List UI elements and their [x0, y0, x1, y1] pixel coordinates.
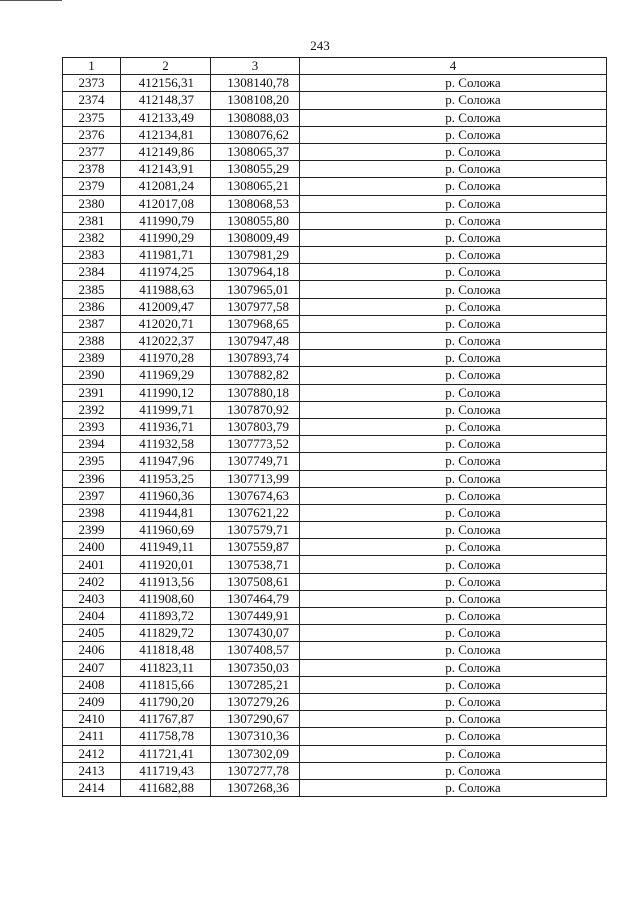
y-coordinate-cell: 1308140,78 — [211, 75, 300, 92]
description-cell: р. Соложа — [300, 625, 607, 642]
table-row — [63, 367, 607, 384]
point-number-cell: 2394 — [63, 436, 121, 453]
description-cell: р. Соложа — [300, 333, 607, 350]
y-coordinate-cell: 1307882,82 — [211, 367, 300, 384]
y-coordinate-cell: 1308068,53 — [211, 195, 300, 212]
table-row — [63, 779, 607, 796]
header-col-2: 2 — [121, 58, 211, 75]
x-coordinate-cell: 412133,49 — [121, 109, 211, 126]
table-row — [63, 75, 607, 92]
y-coordinate-cell: 1307870,92 — [211, 401, 300, 418]
description-cell: р. Соложа — [300, 195, 607, 212]
description-cell: р. Соложа — [300, 522, 607, 539]
description-cell: р. Соложа — [300, 745, 607, 762]
header-row — [63, 58, 607, 75]
description-cell: р. Соложа — [300, 539, 607, 556]
y-coordinate-cell: 1307621,22 — [211, 504, 300, 521]
point-number-cell: 2403 — [63, 590, 121, 607]
table-header — [63, 58, 607, 75]
table-row — [63, 143, 607, 160]
table-row — [63, 659, 607, 676]
description-cell: р. Соложа — [300, 418, 607, 435]
point-number-cell: 2385 — [63, 281, 121, 298]
point-number-cell: 2399 — [63, 522, 121, 539]
x-coordinate-cell: 412134,81 — [121, 126, 211, 143]
point-number-cell: 2381 — [63, 212, 121, 229]
x-coordinate-cell: 411893,72 — [121, 608, 211, 625]
description-cell: р. Соложа — [300, 487, 607, 504]
x-coordinate-cell: 411818,48 — [121, 642, 211, 659]
x-coordinate-cell: 411815,66 — [121, 676, 211, 693]
x-coordinate-cell: 411990,29 — [121, 229, 211, 246]
y-coordinate-cell: 1307408,57 — [211, 642, 300, 659]
point-number-cell: 2386 — [63, 298, 121, 315]
table-row — [63, 762, 607, 779]
x-coordinate-cell: 412156,31 — [121, 75, 211, 92]
table-row — [63, 298, 607, 315]
point-number-cell: 2383 — [63, 247, 121, 264]
point-number-cell: 2382 — [63, 229, 121, 246]
table-row — [63, 384, 607, 401]
point-number-cell: 2373 — [63, 75, 121, 92]
description-cell: р. Соложа — [300, 676, 607, 693]
point-number-cell: 2402 — [63, 573, 121, 590]
x-coordinate-cell: 411990,79 — [121, 212, 211, 229]
description-cell: р. Соложа — [300, 556, 607, 573]
point-number-cell: 2384 — [63, 264, 121, 281]
y-coordinate-cell: 1308065,37 — [211, 143, 300, 160]
y-coordinate-cell: 1307773,52 — [211, 436, 300, 453]
description-cell: р. Соложа — [300, 504, 607, 521]
y-coordinate-cell: 1307430,07 — [211, 625, 300, 642]
point-number-cell: 2404 — [63, 608, 121, 625]
point-number-cell: 2401 — [63, 556, 121, 573]
x-coordinate-cell: 411981,71 — [121, 247, 211, 264]
point-number-cell: 2374 — [63, 92, 121, 109]
description-cell: р. Соложа — [300, 281, 607, 298]
point-number-cell: 2414 — [63, 779, 121, 796]
point-number-cell: 2408 — [63, 676, 121, 693]
description-cell: р. Соложа — [300, 298, 607, 315]
description-cell: р. Соложа — [300, 92, 607, 109]
point-number-cell: 2378 — [63, 161, 121, 178]
table-row — [63, 315, 607, 332]
table-row — [63, 350, 607, 367]
x-coordinate-cell: 411767,87 — [121, 711, 211, 728]
x-coordinate-cell: 411913,56 — [121, 573, 211, 590]
description-cell: р. Соложа — [300, 350, 607, 367]
x-coordinate-cell: 411790,20 — [121, 693, 211, 710]
description-cell: р. Соложа — [300, 728, 607, 745]
coordinates-table — [62, 57, 607, 797]
y-coordinate-cell: 1307285,21 — [211, 676, 300, 693]
description-cell: р. Соложа — [300, 711, 607, 728]
y-coordinate-cell: 1307579,71 — [211, 522, 300, 539]
point-number-cell: 2391 — [63, 384, 121, 401]
x-coordinate-cell: 411823,11 — [121, 659, 211, 676]
table-row — [63, 161, 607, 178]
x-coordinate-cell: 411969,29 — [121, 367, 211, 384]
x-coordinate-cell: 411908,60 — [121, 590, 211, 607]
y-coordinate-cell: 1307803,79 — [211, 418, 300, 435]
y-coordinate-cell: 1307964,18 — [211, 264, 300, 281]
y-coordinate-cell: 1307268,36 — [211, 779, 300, 796]
point-number-cell: 2389 — [63, 350, 121, 367]
description-cell: р. Соложа — [300, 693, 607, 710]
table-row — [63, 745, 607, 762]
y-coordinate-cell: 1308076,62 — [211, 126, 300, 143]
table-row — [63, 693, 607, 710]
description-cell: р. Соложа — [300, 109, 607, 126]
table-row — [63, 195, 607, 212]
point-number-cell: 2400 — [63, 539, 121, 556]
y-coordinate-cell: 1307277,78 — [211, 762, 300, 779]
point-number-cell: 2376 — [63, 126, 121, 143]
table-row — [63, 487, 607, 504]
point-number-cell: 2392 — [63, 401, 121, 418]
x-coordinate-cell: 412081,24 — [121, 178, 211, 195]
x-coordinate-cell: 411721,41 — [121, 745, 211, 762]
table-row — [63, 229, 607, 246]
point-number-cell: 2395 — [63, 453, 121, 470]
description-cell: р. Соложа — [300, 779, 607, 796]
y-coordinate-cell: 1308055,29 — [211, 161, 300, 178]
description-cell: р. Соложа — [300, 608, 607, 625]
table-row — [63, 573, 607, 590]
point-number-cell: 2398 — [63, 504, 121, 521]
x-coordinate-cell: 411932,58 — [121, 436, 211, 453]
y-coordinate-cell: 1307559,87 — [211, 539, 300, 556]
point-number-cell: 2379 — [63, 178, 121, 195]
x-coordinate-cell: 412009,47 — [121, 298, 211, 315]
description-cell: р. Соложа — [300, 573, 607, 590]
point-number-cell: 2387 — [63, 315, 121, 332]
description-cell: р. Соложа — [300, 436, 607, 453]
y-coordinate-cell: 1307508,61 — [211, 573, 300, 590]
table-row — [63, 178, 607, 195]
table-row — [63, 264, 607, 281]
description-cell: р. Соложа — [300, 762, 607, 779]
description-cell: р. Соложа — [300, 264, 607, 281]
y-coordinate-cell: 1308065,21 — [211, 178, 300, 195]
y-coordinate-cell: 1307968,65 — [211, 315, 300, 332]
point-number-cell: 2396 — [63, 470, 121, 487]
y-coordinate-cell: 1307893,74 — [211, 350, 300, 367]
point-number-cell: 2413 — [63, 762, 121, 779]
y-coordinate-cell: 1307749,71 — [211, 453, 300, 470]
table-row — [63, 728, 607, 745]
x-coordinate-cell: 411949,11 — [121, 539, 211, 556]
y-coordinate-cell: 1307965,01 — [211, 281, 300, 298]
y-coordinate-cell: 1307449,91 — [211, 608, 300, 625]
point-number-cell: 2393 — [63, 418, 121, 435]
header-col-3: 3 — [211, 58, 300, 75]
description-cell: р. Соложа — [300, 384, 607, 401]
table-row — [63, 642, 607, 659]
point-number-cell: 2407 — [63, 659, 121, 676]
y-coordinate-cell: 1308009,49 — [211, 229, 300, 246]
y-coordinate-cell: 1307350,03 — [211, 659, 300, 676]
description-cell: р. Соложа — [300, 247, 607, 264]
x-coordinate-cell: 412143,91 — [121, 161, 211, 178]
table-body — [63, 75, 607, 797]
y-coordinate-cell: 1308108,20 — [211, 92, 300, 109]
point-number-cell: 2411 — [63, 728, 121, 745]
table-row — [63, 436, 607, 453]
point-number-cell: 2380 — [63, 195, 121, 212]
table-row — [63, 625, 607, 642]
x-coordinate-cell: 411974,25 — [121, 264, 211, 281]
table-row — [63, 281, 607, 298]
y-coordinate-cell: 1308088,03 — [211, 109, 300, 126]
y-coordinate-cell: 1307947,48 — [211, 333, 300, 350]
point-number-cell: 2375 — [63, 109, 121, 126]
table-row — [63, 247, 607, 264]
table-row — [63, 418, 607, 435]
table-row — [63, 126, 607, 143]
description-cell: р. Соложа — [300, 126, 607, 143]
table-row — [63, 539, 607, 556]
x-coordinate-cell: 412149,86 — [121, 143, 211, 160]
x-coordinate-cell: 411947,96 — [121, 453, 211, 470]
y-coordinate-cell: 1307713,99 — [211, 470, 300, 487]
table-row — [63, 711, 607, 728]
table-row — [63, 470, 607, 487]
table-row — [63, 212, 607, 229]
table-row — [63, 453, 607, 470]
point-number-cell: 2409 — [63, 693, 121, 710]
x-coordinate-cell: 412022,37 — [121, 333, 211, 350]
point-number-cell: 2406 — [63, 642, 121, 659]
point-number-cell: 2412 — [63, 745, 121, 762]
description-cell: р. Соложа — [300, 659, 607, 676]
y-coordinate-cell: 1307290,67 — [211, 711, 300, 728]
description-cell: р. Соложа — [300, 590, 607, 607]
point-number-cell: 2405 — [63, 625, 121, 642]
x-coordinate-cell: 412017,08 — [121, 195, 211, 212]
x-coordinate-cell: 411719,43 — [121, 762, 211, 779]
x-coordinate-cell: 411953,25 — [121, 470, 211, 487]
description-cell: р. Соложа — [300, 75, 607, 92]
x-coordinate-cell: 411944,81 — [121, 504, 211, 521]
description-cell: р. Соложа — [300, 161, 607, 178]
description-cell: р. Соложа — [300, 178, 607, 195]
x-coordinate-cell: 411960,69 — [121, 522, 211, 539]
point-number-cell: 2390 — [63, 367, 121, 384]
x-coordinate-cell: 411960,36 — [121, 487, 211, 504]
y-coordinate-cell: 1307981,29 — [211, 247, 300, 264]
x-coordinate-cell: 411829,72 — [121, 625, 211, 642]
table-row — [63, 556, 607, 573]
x-coordinate-cell: 411936,71 — [121, 418, 211, 435]
y-coordinate-cell: 1307464,79 — [211, 590, 300, 607]
header-col-1: 1 — [63, 58, 121, 75]
description-cell: р. Соложа — [300, 401, 607, 418]
x-coordinate-cell: 411988,63 — [121, 281, 211, 298]
description-cell: р. Соложа — [300, 642, 607, 659]
y-coordinate-cell: 1307279,26 — [211, 693, 300, 710]
x-coordinate-cell: 411999,71 — [121, 401, 211, 418]
x-coordinate-cell: 411990,12 — [121, 384, 211, 401]
header-col-4: 4 — [300, 58, 607, 75]
page-number: 243 — [310, 38, 330, 53]
table-row — [63, 92, 607, 109]
description-cell: р. Соложа — [300, 143, 607, 160]
x-coordinate-cell: 411758,78 — [121, 728, 211, 745]
y-coordinate-cell: 1307538,71 — [211, 556, 300, 573]
y-coordinate-cell: 1307674,63 — [211, 487, 300, 504]
scan-edge-line — [0, 0, 62, 1]
y-coordinate-cell: 1307880,18 — [211, 384, 300, 401]
description-cell: р. Соложа — [300, 315, 607, 332]
table-row — [63, 590, 607, 607]
table-row — [63, 608, 607, 625]
description-cell: р. Соложа — [300, 470, 607, 487]
x-coordinate-cell: 412020,71 — [121, 315, 211, 332]
x-coordinate-cell: 411970,28 — [121, 350, 211, 367]
description-cell: р. Соложа — [300, 229, 607, 246]
y-coordinate-cell: 1307302,09 — [211, 745, 300, 762]
table-row — [63, 109, 607, 126]
y-coordinate-cell: 1307977,58 — [211, 298, 300, 315]
description-cell: р. Соложа — [300, 453, 607, 470]
description-cell: р. Соложа — [300, 212, 607, 229]
point-number-cell: 2377 — [63, 143, 121, 160]
y-coordinate-cell: 1308055,80 — [211, 212, 300, 229]
point-number-cell: 2397 — [63, 487, 121, 504]
x-coordinate-cell: 412148,37 — [121, 92, 211, 109]
point-number-cell: 2410 — [63, 711, 121, 728]
table-row — [63, 522, 607, 539]
x-coordinate-cell: 411920,01 — [121, 556, 211, 573]
y-coordinate-cell: 1307310,36 — [211, 728, 300, 745]
table-row — [63, 676, 607, 693]
table-row — [63, 504, 607, 521]
x-coordinate-cell: 411682,88 — [121, 779, 211, 796]
description-cell: р. Соложа — [300, 367, 607, 384]
table-row — [63, 333, 607, 350]
table-row — [63, 401, 607, 418]
point-number-cell: 2388 — [63, 333, 121, 350]
